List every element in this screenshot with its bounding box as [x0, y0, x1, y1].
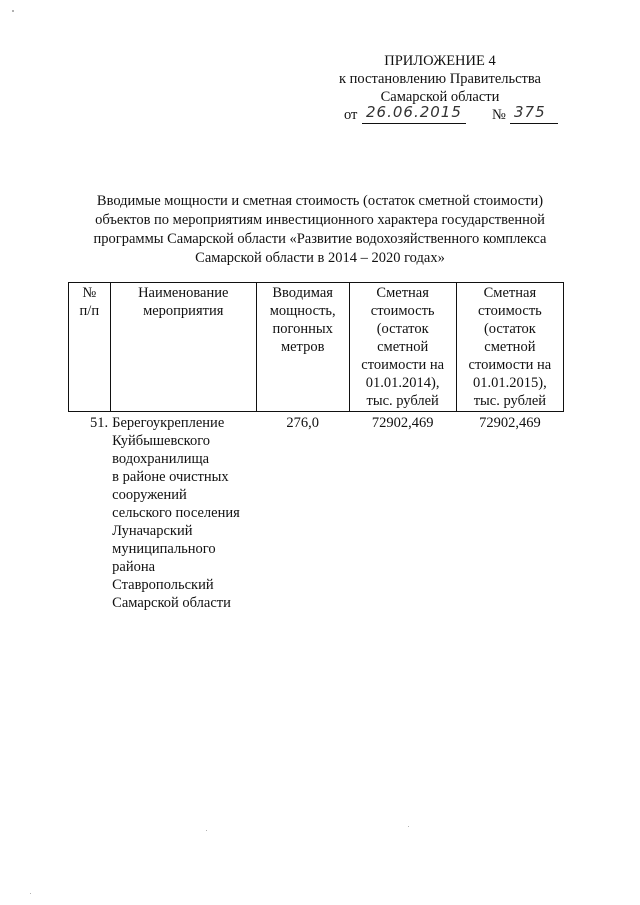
- resolution-date-number-line: [320, 103, 560, 126]
- header-cell-name: Наименование мероприятия: [110, 283, 256, 412]
- row-number: 51.: [90, 415, 109, 431]
- appendix-number: ПРИЛОЖЕНИЕ 4: [384, 53, 496, 69]
- appendix-reference: к постановлению Правительства: [339, 71, 541, 87]
- scan-speck: [206, 830, 207, 831]
- title-line: Вводимые мощности и сметная стоимость (остаток сметной стоимости): [96, 193, 544, 209]
- number-underline: [510, 123, 558, 124]
- row-name: Берегоукрепление Куйбышевского водохранилища в районе очистных сооружений сельского поселения Луначарский муниципального района Ставропольский Самарской области: [112, 415, 240, 611]
- scan-speck: [12, 10, 14, 12]
- scan-speck: [30, 893, 31, 894]
- row-cost-2015: 72902,469: [479, 415, 541, 431]
- title-line: программы Самарской области «Развитие водохозяйственного комплекса: [93, 231, 547, 247]
- appendix-region: Самарской области: [380, 89, 500, 105]
- document-title: [68, 192, 572, 268]
- resolution-date: 26.06.2015: [366, 103, 462, 121]
- resolution-number: 375: [514, 103, 546, 121]
- title-line: объектов по мероприятиям инвестиционного характера государственной: [95, 212, 545, 228]
- header-cell-cost-2015: Сметная стоимость (остаток сметной стоимости на 01.01.2015), тыс. рублей: [456, 283, 563, 412]
- row-power: 276,0: [286, 415, 319, 431]
- table-header-row: [69, 283, 564, 412]
- header-cell-number: № п/п: [69, 283, 111, 412]
- header-cell-cost-2014: Сметная стоимость (остаток сметной стоимости на 01.01.2014), тыс. рублей: [349, 283, 456, 412]
- number-prefix: №: [492, 107, 506, 123]
- date-prefix: от: [344, 107, 358, 123]
- title-line: Самарской области в 2014 – 2020 годах»: [195, 250, 445, 266]
- scan-speck: [408, 826, 409, 827]
- row-cost-2014: 72902,469: [371, 415, 434, 431]
- table-row: [69, 412, 564, 615]
- header-cell-power: Вводимая мощность, погонных метров: [256, 283, 349, 412]
- appendix-header: [320, 52, 560, 126]
- date-underline: [362, 123, 466, 124]
- capacities-table: [68, 282, 564, 614]
